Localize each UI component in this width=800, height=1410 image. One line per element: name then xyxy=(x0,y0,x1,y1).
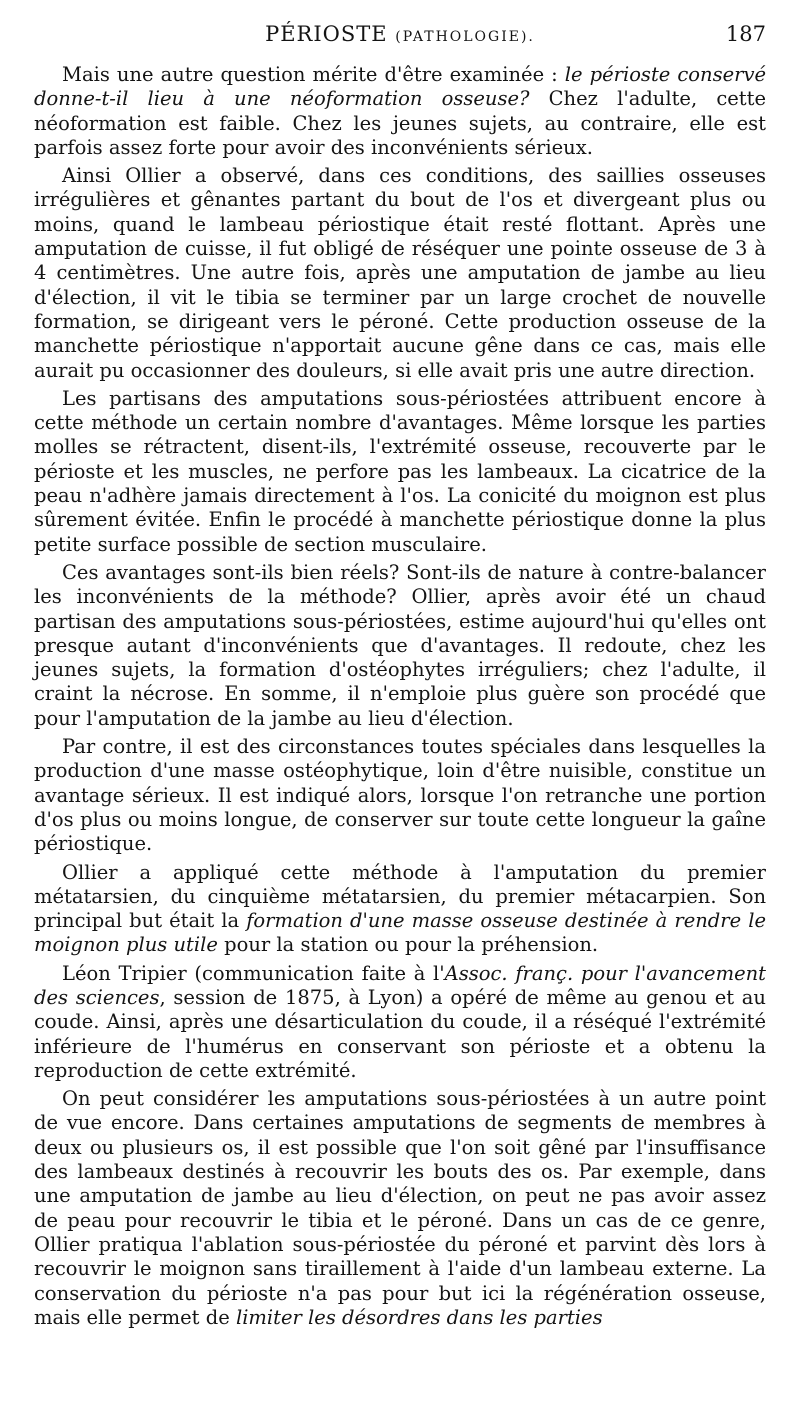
text-run: On peut considérer les amputations sous-périostées à un autre point de vue encore. Dans certaines amputations de segments de membres à deux ou plusieurs os, il est possible que l'on soit gêné par l'insuffisance des lambeaux destinés à recouvrir les bouts des os. Par exemple, dans une amputation de jambe au lieu d'élection, on peut ne pas avoir assez de peau pour recouvrir le tibia et le péroné. Dans un cas de ce genre, Ollier pratiqua l'ablation sous-périostée du péroné et parvint dès lors à recouvrir le moignon sans tiraillement à l'aide d'un lambeau externe. La conservation du périoste n'a pas pour but ici la régénération osseuse, mais elle permet de xyxy=(34,1087,766,1329)
italic-text: limiter les désordres dans les parties xyxy=(235,1305,603,1329)
paragraph xyxy=(34,962,766,1083)
paragraph xyxy=(34,735,766,856)
italic-text: Assoc. franç. pour l'avancement des sciences xyxy=(34,961,766,1009)
paragraph xyxy=(34,63,766,160)
paragraph xyxy=(34,861,766,958)
italic-text: formation d'une masse osseuse destinée à rendre le moignon plus utile xyxy=(34,909,766,957)
text-run: Ainsi Ollier a observé, dans ces conditions, des saillies osseuses irrégulières et gênantes partant du bout de l'os et divergeant plus ou moins, quand le lambeau périostique était resté flottant. Après une amputation de cuisse, il fut obligé de réséquer une pointe osseuse de 3 à 4 centimètres. Une autre fois, après une amputation de jambe au lieu d'élection, il vit le tibia se terminer par un large crochet de nouvelle formation, se dirigeant vers le péroné. Cette production osseuse de la manchette périostique n'apportait aucune gêne dans ce cas, mais elle aurait pu occasionner des douleurs, si elle avait pris une autre direction. xyxy=(34,164,766,382)
paragraph xyxy=(34,1087,766,1330)
italic-text: le périoste conservé donne-t-il lieu à une néoformation osseuse? xyxy=(34,63,766,111)
paragraph xyxy=(34,561,766,731)
paragraph xyxy=(34,164,766,383)
paragraph xyxy=(34,387,766,557)
text-run: Léon Tripier (communication faite à l' xyxy=(62,961,445,985)
header-subtitle: (PATHOLOGIE). xyxy=(395,29,535,45)
header-title xyxy=(34,22,766,46)
text-run: Ollier a appliqué cette méthode à l'amputation du premier métatarsien, du cinquième métatarsien, du premier métacarpien. Son principal but était la xyxy=(34,860,766,933)
text-run: Par contre, il est des circonstances toutes spéciales dans lesquelles la production d'une masse ostéophytique, loin d'être nuisible, constitue un avantage sérieux. Il est indiqué alors, lorsque l'on retranche une portion d'os plus ou moins longue, de conserver sur toute cette longueur la gaîne périostique. xyxy=(34,735,766,856)
text-run: Mais une autre question mérite d'être examinée : xyxy=(62,63,565,86)
body-text xyxy=(34,63,766,1334)
text-run: Ces avantages sont-ils bien réels? Sont-ils de nature à contre-balancer les inconvénients de la méthode? Ollier, après avoir été un chaud partisan des amputations sous-périostées, estime aujourd'hui qu'elles ont presque autant d'inconvénients que d'avantages. Il redoute, chez les jeunes sujets, la formation d'ostéophytes irréguliers; chez l'adulte, il craint la nécrose. En somme, il n'emploie plus guère son procédé que pour l'amputation de la jambe au lieu d'élection. xyxy=(34,560,766,730)
running-header xyxy=(34,22,766,56)
text-run: Chez l'adulte, cette néoformation est faible. Chez les jeunes sujets, au contraire, elle est parfois assez forte pour avoir des inconvénients sérieux. xyxy=(34,87,766,159)
text-run: Les partisans des amputations sous-périostées attribuent encore à cette méthode un certain nombre d'avantages. Même lorsque les parties molles se rétractent, disent-ils, l'extrémité osseuse, recouverte par le périoste et les muscles, ne perfore pas les lambeaux. La cicatrice de la peau n'adhère jamais directement à l'os. La conicité du moignon est plus sûrement évitée. Enfin le procédé à manchette périostique donne la plus petite surface possible de section musculaire. xyxy=(34,386,766,556)
page-number: 187 xyxy=(725,22,766,46)
text-run: , session de 1875, à Lyon) a opéré de même au genou et au coude. Ainsi, après une désarticulation du coude, il a réséqué l'extrémité inférieure de l'humérus en conservant son périoste et a obtenu la reproduction de cette extrémité. xyxy=(34,985,766,1082)
text-run: pour la station ou pour la préhension. xyxy=(217,933,599,957)
header-title-text: PÉRIOSTE xyxy=(265,22,388,46)
